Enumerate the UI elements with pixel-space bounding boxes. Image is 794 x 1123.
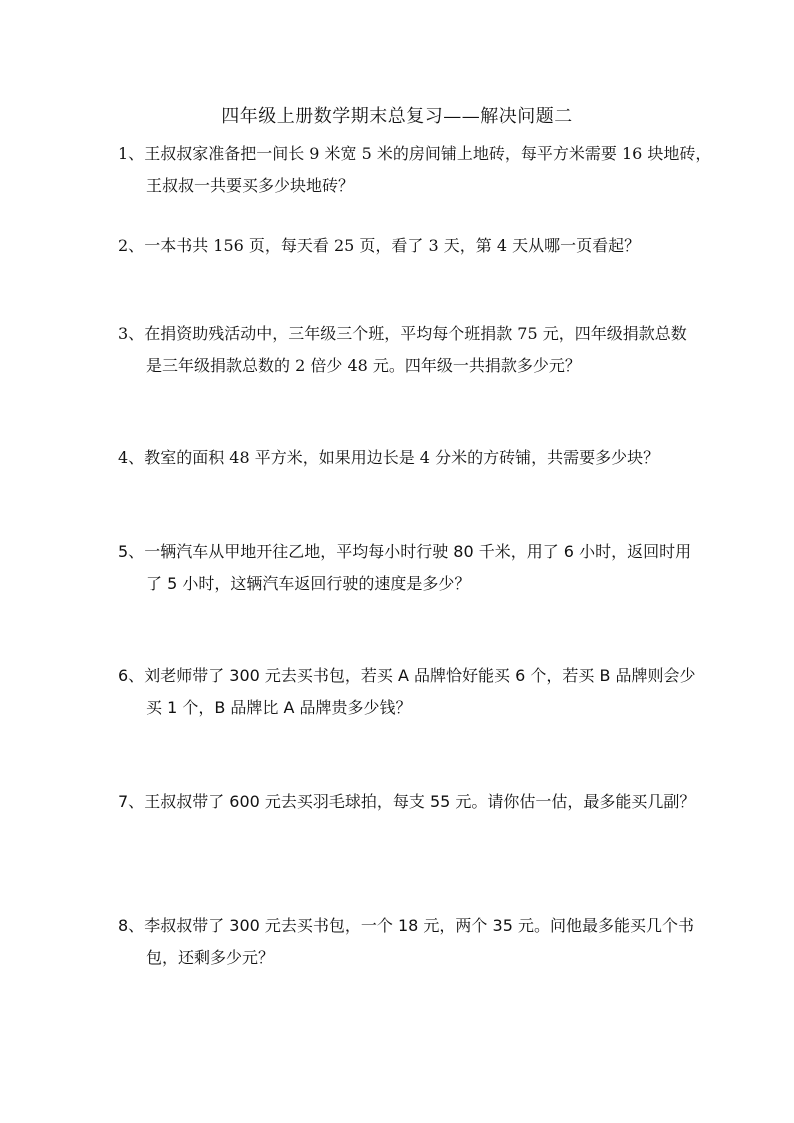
question-number: 4、 [118, 448, 145, 467]
question-text-line-2: 买 1 个，B 品牌比 A 品牌贵多少钱？ [146, 698, 412, 717]
question-number: 6、 [118, 666, 145, 685]
question-text-line-1: 在捐资助残活动中，三年级三个班，平均每个班捐款 75 元，四年级捐款总数 [144, 324, 687, 343]
page-title: 四年级上册数学期末总复习——解决问题二 [221, 106, 573, 127]
question-text-line-2: 了 5 小时，这辆汽车返回行驶的速度是多少？ [146, 574, 471, 593]
question-text-line-2: 王叔叔一共要买多少块地砖？ [146, 176, 355, 195]
question-text-line-2: 是三年级捐款总数的 2 倍少 48 元。四年级一共捐款多少元？ [146, 356, 581, 375]
question-2 [118, 230, 698, 262]
question-8 [118, 910, 698, 974]
question-3 [118, 318, 698, 382]
question-number: 8、 [118, 916, 145, 935]
question-5 [118, 536, 698, 600]
question-number: 5、 [118, 542, 145, 561]
question-7 [118, 786, 698, 818]
question-6 [118, 660, 698, 724]
question-text-line-1: 刘老师带了 300 元去买书包，若买 A 品牌恰好能买 6 个，若买 B 品牌则会少 [144, 666, 696, 685]
question-number: 7、 [118, 792, 145, 811]
question-text-line-1: 一本书共 156 页，每天看 25 页，看了 3 天，第 4 天从哪一页看起？ [144, 236, 641, 255]
question-text-line-1: 王叔叔家准备把一间长 9 米宽 5 米的房间铺上地砖，每平方米需要 16 块地砖， [144, 144, 712, 163]
question-text-line-1: 教室的面积 48 平方米，如果用边长是 4 分米的方砖铺，共需要多少块？ [144, 448, 660, 467]
question-text-line-1: 王叔叔带了 600 元去买羽毛球拍，每支 55 元。请你估一估，最多能买几副？ [144, 792, 696, 811]
question-1 [118, 138, 712, 202]
question-number: 3、 [118, 324, 145, 343]
question-text-line-2: 包，还剩多少元？ [146, 948, 275, 967]
question-text-line-1: 李叔叔带了 300 元去买书包，一个 18 元，两个 35 元。问他最多能买几个书 [144, 916, 694, 935]
question-4 [118, 442, 698, 474]
question-number: 2、 [118, 236, 145, 255]
question-number: 1、 [118, 144, 145, 163]
question-text-line-1: 一辆汽车从甲地开往乙地，平均每小时行驶 80 千米，用了 6 小时，返回时用 [144, 542, 692, 561]
